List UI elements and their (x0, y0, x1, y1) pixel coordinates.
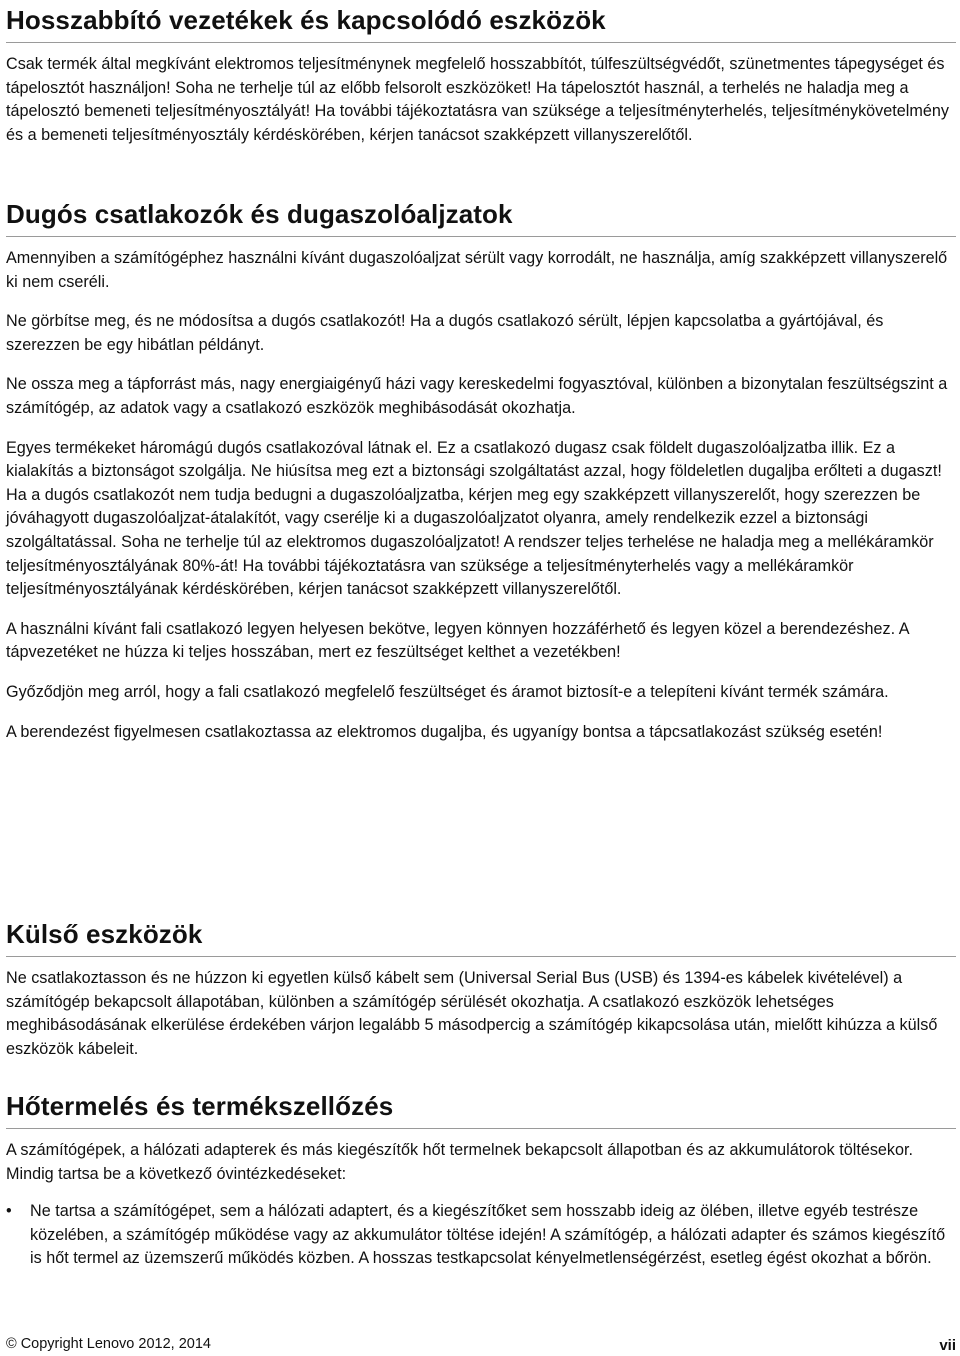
section-title: Hosszabbító vezetékek és kapcsolódó eszközök (6, 4, 956, 43)
section-heat-ventilation (6, 1090, 956, 1271)
section-title: Külső eszközök (6, 918, 956, 957)
section-title: Dugós csatlakozók és dugaszolóaljzatok (6, 198, 956, 237)
paragraph: Egyes termékeket háromágú dugós csatlakozóval látnak el. Ez a csatlakozó dugasz csak földelt dugaszolóaljzatba illik. Ez a kialakítás a biztonságot szolgálja. Ne hiúsítsa meg ezt a biztonsági szolgáltatást azzal, hogy földeletlen dugaljba erőlteti a dugaszt! Ha a dugós csatlakozót nem tudja bedugni a dugaszolóaljzatba, kérjen meg egy szakképzett villanyszerelőt, hogy szerezzen be jóváhagyott dugaszolóaljzat-átalakítót, vagy cserélje ki a dugaszolóaljzatot olyanra, amely rendelkezik ezzel a biztonsági szolgáltatással. Soha ne terhelje túl az elektromos dugaszolóaljzatot! A rendszer teljes terhelése ne haladja meg a mellékáramkör teljesítményosztályának 80%-át! Ha további tájékoztatásra van szüksége a teljesítményterhelés vagy a mellékáramkör teljesítményosztályának kérdéskörében, kérjen tanácsot szakképzett villanyszerelőtől. (6, 438, 942, 599)
page-number: vii (939, 1337, 956, 1354)
list-item (6, 1200, 956, 1271)
copyright-notice: © Copyright Lenovo 2012, 2014 (6, 1336, 211, 1352)
paragraph: Csak termék által megkívánt elektromos teljesítménynek megfelelő hosszabbítót, túlfeszültségvédőt, szünetmentes tápegységet és tápelosztót használjon! Soha ne terhelje túl az előbb felsorolt eszközöket! Ha tápelosztót használ, a terhelés ne haladja meg a tápelosztó bemeneti teljesítményosztályát! Ha további tájékoztatásra van szüksége a teljesítményterhelés, teljesítménykövetelmény és a bemeneti teljesítményosztály kérdéskörében, kérjen tanácsot szakképzett villanyszerelőtől. (6, 55, 949, 144)
list-item-text: Ne tartsa a számítógépet, sem a hálózati adaptert, és a kiegészítőket sem hosszabb ideig az ölében, illetve egyéb testrésze közelében, a számítógép működése vagy az akkumulátor töltése idején! A számítógép, a hálózati adapter és számos kiegészítő is hőt termel az üzemszerű működés közben. A hosszas testkapcsolat kényelmetlenségérzést, esetleg égést okozhat a bőrön. (30, 1202, 946, 1268)
bullet-icon: • (6, 1202, 12, 1221)
paragraph: Amennyiben a számítógéphez használni kívánt dugaszolóaljzat sérült vagy korrodált, ne használja, amíg szakképzett villanyszerelő ki nem cseréli. (6, 249, 948, 291)
section-title: Hőtermelés és termékszellőzés (6, 1090, 956, 1129)
paragraph: A berendezést figyelmesen csatlakoztassa az elektromos dugaljba, és ugyanígy bontsa a tápcsatlakozást szükség esetén! (6, 722, 883, 741)
paragraph: Ne görbítse meg, és ne módosítsa a dugós csatlakozót! Ha a dugós csatlakozó sérült, lépjen kapcsolatba a gyártójával, és szerezzen be egy hibátlan példányt. (6, 312, 884, 354)
paragraph: A számítógépek, a hálózati adapterek és más kiegészítők hőt termelnek bekapcsolt állapotban és az akkumulátorok töltésekor. Mindig tartsa be a következő óvintézkedéseket: (6, 1141, 914, 1183)
paragraph: Ne ossza meg a tápforrást más, nagy energiaigényű házi vagy kereskedelmi fogyasztóval, különben a bizonytalan feszültségszint a számítógép, az adatok vagy a csatlakozó eszközök meghibásodását okozhatja. (6, 375, 948, 417)
section-extension-cords (6, 4, 956, 147)
paragraph: Győződjön meg arról, hogy a fali csatlakozó megfelelő feszültséget és áramot biztosít-e a telepíteni kívánt termék számára. (6, 682, 889, 701)
section-plugs-outlets (6, 198, 956, 744)
paragraph: A használni kívánt fali csatlakozó legyen helyesen bekötve, legyen könnyen hozzáférhető és legyen közel a berendezéshez. A tápvezetéket ne húzza ki teljes hosszában, mert ez feszültséget kelthet a vezetékben! (6, 619, 909, 662)
paragraph: Ne csatlakoztasson és ne húzzon ki egyetlen külső kábelt sem (Universal Serial Bus (USB) és 1394-es kábelek kivételével) a számítógép bekapcsolt állapotában, különben a számítógép sérülését okozhatja. A csatlakozó eszközök lehetséges meghibásodásának elkerülése érdekében várjon legalább 5 másodpercig a számítógép kikapcsolása után, mielőtt kihúzza a külső eszközök kábeleit. (6, 969, 938, 1058)
section-external-devices (6, 918, 956, 1061)
bullet-list (6, 1200, 956, 1271)
